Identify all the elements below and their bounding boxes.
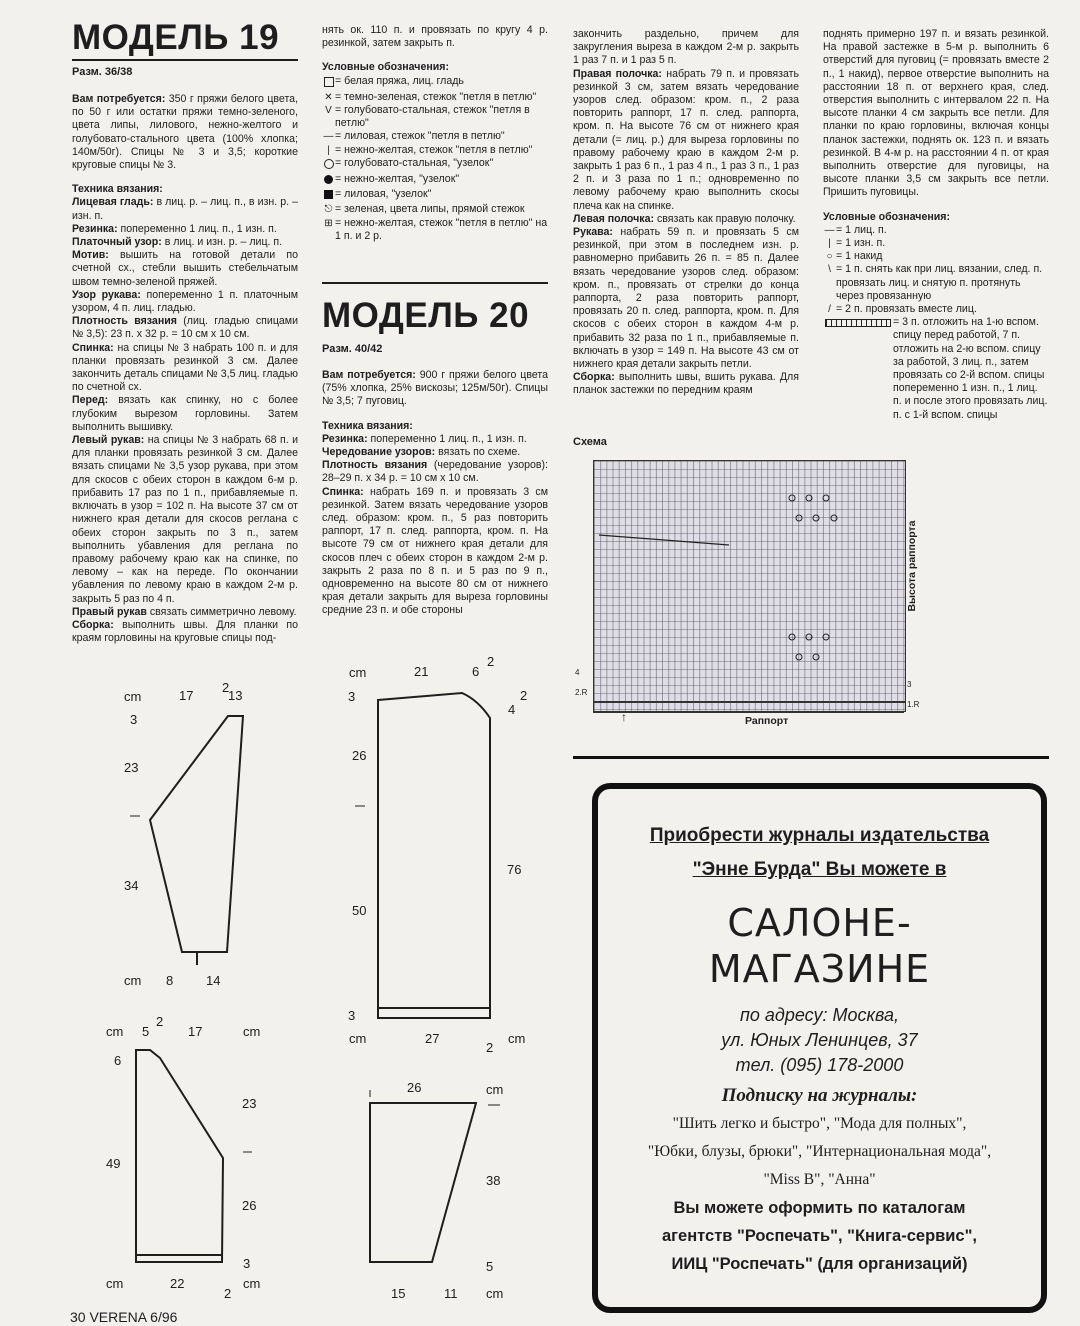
- item-label: Резинка:: [72, 222, 118, 235]
- item-label: Сборка:: [72, 618, 114, 631]
- dim-label: 17: [188, 1024, 203, 1039]
- item-text: в лиц. р. – лиц. п., в изн. р. – изн. п.: [72, 196, 298, 222]
- item-text: выполнить швы. Для планки по краям горловины на круговые спицы под-: [72, 618, 298, 645]
- item-label: Плотность вязания: [322, 459, 428, 472]
- dim-label: 2: [156, 1014, 164, 1029]
- dim-label: 2: [486, 1040, 494, 1055]
- dim-label: cm: [349, 1031, 367, 1046]
- item-text: вязать по схеме.: [438, 446, 521, 459]
- dim-label: 26: [352, 748, 367, 763]
- dim-label: 14: [206, 973, 221, 988]
- legend-row: [823, 263, 1049, 303]
- dim-label: cm: [508, 1031, 526, 1046]
- col4-intro: поднять примерно 197 п. и вязать резинкой. На правой застежке в 5-м р. выполнить 6 отверстий для пуговиц (= провязать вместе 2 п., 1 накид), первое отверстие выполнить на расстоянии 18 п. от верхнего края, след. отверстия выполнить с интервалом 22 п. На высоте планки 4 см закрыть все петли. Для планки по краю горловины, включая концы планок застежки, поднять ок. 123 п. и вязать резинкой. В 4-м р. на расстоянии 4 п. от края выполнить отверстие для пуговицы, на высоте планки 3,5 см закрыть все петли. Пришить пуговицы.: [823, 28, 1049, 199]
- item-label: Правая полочка:: [573, 67, 662, 80]
- cross-icon: ✕: [324, 91, 333, 103]
- dim-label: 13: [228, 688, 243, 703]
- body-19-outline: [136, 1050, 223, 1262]
- back-20-outline: [378, 693, 490, 1018]
- legend-row: [322, 144, 548, 157]
- legend-text: = лиловая, стежок "петля в петлю": [335, 130, 505, 143]
- legend-text: = голубовато-стальная, "узелок": [335, 156, 494, 169]
- dim-label: 17: [179, 688, 194, 703]
- white-square-icon: [322, 75, 335, 91]
- ad-big-2: МАГАЗИНЕ: [708, 947, 931, 991]
- item-text: набрать 79 п. и провязать резинкой 3 см, затем вязать чередование узоров след. образом: кром. п., 2 раза повторить раппорт, 17 п. след. раппорта, кром. п. На высоте 76 см от нижнего края детали (= лиц. р.) для выреза горловины по правому рабочему краю в каждом 2-м р. закрыть 1 раз 6 п., 1 раз 4 п., 1 раз 3 п., 1 раз 2 п. и 3 раза по 1 п.; одновременно по левому рабочему краю выполнить скосы плеча как на спинке.: [573, 67, 799, 212]
- purl-icon: |: [828, 238, 831, 250]
- ad-address-1: по адресу: Москва,: [739, 1005, 899, 1025]
- dim-label: 11: [444, 1286, 458, 1301]
- rapport-arrow-icon: ↑: [621, 710, 627, 724]
- need-text: 900 г пряжи белого цвета (75% хлопка, 25% вискозы; 125м/50г). Спицы № 3,5; 7 пуговиц.: [322, 369, 548, 408]
- row-label: 3: [907, 680, 912, 689]
- need-text: 350 г пряжи белого цвета, по 50 г или остатки пряжи темно-зеленого, цвета липы, лилового, нежно-желтого и голубовато-стального цвета (100% хлопка; 140м/50г). Спицы № 3 и 3,5; короткие круговые спицы № 3.: [72, 93, 299, 172]
- ad-magazines-3: "Miss B", "Анна": [763, 1171, 876, 1188]
- item-text: на спицы № 3 набрать 68 п. и для планки провязать резинкой 3 см. Далее вязать спицами № 3,5 узор рукава, при этом для скосов с обеих сторон в каждом 6-м р. прибавить 17 раз по 1 п., прибавляемые п. включать в узор = 102 п. На высоте 37 см от нижнего края детали для скосов реглана с обеих сторон закрыть по 3 п., затем выполнить убавления для реглана по правому рабочему краю как на спинке, по левому – как на переде. По окончании убавления по левому краю в каждом 2-м р. закрыть 5 раз по 4 п.: [72, 434, 298, 605]
- legend-text: = 1 изн. п.: [836, 237, 886, 250]
- legend-row: [823, 316, 1049, 422]
- model-19-text: [72, 93, 298, 645]
- dim-label: 76: [507, 862, 522, 877]
- ad-big-1: САЛОНЕ-: [727, 901, 912, 945]
- open-circle-icon: [322, 157, 335, 173]
- model-19-rule: [72, 59, 298, 61]
- model-20-text: [322, 369, 548, 618]
- item-text: попеременно 1 п. платочным узором, 4 п. лиц. гладью.: [72, 288, 298, 315]
- legend-title: Условные обозначения:: [322, 61, 449, 74]
- legend-row: [823, 250, 1049, 263]
- row-label: 4: [575, 668, 580, 677]
- dim-label: 5: [486, 1259, 494, 1274]
- dim-label: 49: [106, 1156, 121, 1171]
- dim-label: 2: [487, 654, 495, 669]
- item-text: (лиц. гладью спицами № 3,5): 23 п. х 32 р. = 10 см х 10 см.: [72, 315, 298, 341]
- dim-label: cm: [243, 1276, 261, 1291]
- item-label: Резинка:: [322, 432, 368, 445]
- legend-title: Условные обозначения:: [823, 210, 950, 223]
- legend-row: [322, 217, 548, 243]
- item-text: набрать 169 п. и провязать 3 см резинкой. Затем вязать чередование узоров след. образом: кром. п., 5 раз повторить раппорт, 17 п. след. раппорта, кром. п. На высоте 79 см от нижнего края детали для скосов плеч с обеих сторон в каждом 2-м р. закрыть 2 раза по 8 п. и 5 раз по 9 п., одновременно на высоте 80 см от нижнего края детали закрыть для выреза горловины средние 23 п. и обе стороны: [322, 485, 548, 617]
- col3-intro: закончить раздельно, причем для закругления выреза в каждом 2-м р. закрыть 1 раз 7 п. и 1 раз 5 п.: [573, 28, 799, 67]
- row-label: 1.R: [907, 700, 920, 709]
- legend-text: = нежно-желтая, стежок "петля в петлю": [335, 143, 533, 156]
- legend-text: = 1 накид: [836, 250, 883, 263]
- legend-row: [322, 130, 548, 143]
- legend-row: [322, 75, 548, 91]
- legend-text: = зеленая, цвета липы, прямой стежок: [335, 203, 525, 216]
- model-19-title: МОДЕЛЬ 19: [72, 18, 280, 57]
- dim-label: cm: [243, 1024, 261, 1039]
- ad-catalog-2: агентств "Роспечать", "Книга-сервис",: [661, 1227, 978, 1245]
- item-label: Лицевая гладь:: [72, 196, 154, 209]
- model-20-size: Разм. 40/42: [322, 343, 383, 355]
- rapport-label: Раппорт: [745, 715, 789, 727]
- dim-label: cm: [486, 1082, 504, 1097]
- model-19-size: Разм. 36/38: [72, 66, 133, 78]
- legend-row: [823, 224, 1049, 237]
- dim-label: cm: [349, 665, 367, 680]
- dash-icon: —: [323, 131, 334, 143]
- legend-text: = 1 п. снять как при лиц. вязании, след. п. провязать лиц. и снятую п. протянуть через провязанную: [836, 263, 1043, 302]
- chart-overlay: [594, 461, 905, 711]
- legend-row: [823, 303, 1049, 316]
- item-label: Правый рукав: [72, 605, 147, 618]
- filled-circle-icon: [322, 173, 335, 188]
- item-text: попеременно 1 лиц. п., 1 изн. п.: [370, 432, 527, 445]
- v-stitch-icon: V: [325, 105, 332, 117]
- ad-line-1: Приобрести журналы издательства: [649, 825, 990, 846]
- dim-label: 38: [486, 1173, 501, 1188]
- ad-magazines-1: "Шить легко и быстро", "Мода для полных",: [672, 1115, 967, 1132]
- item-label: Узор рукава:: [72, 288, 141, 301]
- item-label: Левая полочка:: [573, 212, 654, 225]
- dim-label: 27: [425, 1031, 440, 1046]
- dim-label: cm: [124, 689, 142, 704]
- legend-row: [322, 173, 548, 188]
- height-label: Высота раппорта: [906, 520, 918, 612]
- item-label: Перед:: [72, 394, 109, 407]
- chart-frame-line: [593, 712, 904, 713]
- legend-text: = 1 лиц. п.: [836, 223, 887, 236]
- need-label: Вам потребуется:: [322, 369, 416, 381]
- item-text: связать симметрично левому.: [149, 605, 297, 618]
- yarn-over-icon: ○: [826, 251, 833, 263]
- item-text: вышить на готовой детали по счетной сх., стебли вышить стебельчатым швом темно-зеленой пряжей.: [72, 249, 298, 288]
- legend-row: [322, 188, 548, 203]
- continued-text: нять ок. 110 п. и провязать по кругу 4 р. резинкой, затем закрыть п.: [322, 24, 548, 50]
- legend-text: = 3 п. отложить на 1-ю вспом. спицу перед работой, 7 п. отложить на 2-ю вспом. спицу за работой, 3 лиц. п., затем провязать со 2-й вспом. спицы попеременно 1 изн. п., 1 лиц. п. и после этого провязать лиц. п. с 1-й вспом. спицы: [893, 316, 1048, 421]
- dim-label: 2: [520, 688, 528, 703]
- legend-text: = 2 п. провязать вместе лиц.: [836, 303, 977, 316]
- sleeve-20-outline: [370, 1103, 476, 1262]
- ad-address-2: ул. Юных Ленинцев, 37: [721, 1030, 918, 1050]
- knit-icon: —: [824, 224, 835, 236]
- legend-text: = голубовато-стальная, стежок "петля в петлю": [335, 104, 530, 130]
- knitting-chart: [593, 460, 906, 712]
- item-label: Рукава:: [573, 226, 613, 239]
- item-text: на спицы № 3 набрать 100 п. и для планки провязать резинкой 3 см. Далее закончить деталь спицами № 3,5 лиц. гладью по счетной сх.: [72, 341, 299, 394]
- sleeve-19-outline: [150, 716, 243, 952]
- dim-label: 4: [508, 702, 516, 717]
- item-label: Сборка:: [573, 371, 615, 384]
- ad-catalog-1: Вы можете оформить по каталогам: [673, 1199, 966, 1217]
- item-label: Плотность вязания: [72, 315, 177, 328]
- straight-stitch-icon: ⎋: [324, 204, 333, 216]
- dim-label: 23: [124, 760, 139, 775]
- dim-label: 22: [170, 1276, 185, 1291]
- legend-row: [322, 91, 548, 104]
- dim-label: 21: [414, 664, 429, 679]
- dim-label: 26: [242, 1198, 257, 1213]
- legend-row: [322, 104, 548, 130]
- dim-label: 3: [243, 1256, 251, 1271]
- column-3: [573, 28, 799, 398]
- ad-line-2: "Энне Бурда" Вы можете в: [692, 859, 947, 880]
- legend-text: = лиловая, "узелок": [335, 188, 432, 201]
- knit-two-together-icon: /: [828, 304, 831, 316]
- dim-label: 3: [348, 689, 356, 704]
- grid-stitch-icon: ⊞: [324, 217, 333, 229]
- item-label: Платочный узор:: [72, 236, 162, 249]
- dim-label: 6: [114, 1053, 122, 1068]
- ad-phone: тел. (095) 178-2000: [735, 1055, 904, 1075]
- legend-text: = нежно-желтая, стежок "петля в петлю" на 1 п. и 2 р.: [335, 216, 548, 242]
- item-label: Спинка:: [322, 485, 364, 498]
- legend-text: = темно-зеленая, стежок "петля в петлю": [335, 90, 537, 103]
- dim-label: 2: [222, 680, 230, 695]
- legend-row: [823, 237, 1049, 250]
- column-2-top: [322, 24, 548, 243]
- ad-divider: [573, 756, 1049, 759]
- tech-label: Техника вязания:: [72, 183, 163, 196]
- dim-label: cm: [106, 1276, 124, 1291]
- item-text: попеременно 1 лиц. п., 1 изн. п.: [120, 222, 277, 235]
- cable-icon: [823, 316, 893, 331]
- dim-label: 23: [242, 1096, 257, 1111]
- slip-left-icon: \: [828, 264, 831, 276]
- dim-label: 34: [124, 878, 139, 893]
- dim-label: cm: [486, 1286, 504, 1301]
- column-4: [823, 28, 1049, 422]
- model-20-title: МОДЕЛЬ 20: [322, 296, 530, 335]
- legend-text: = белая пряжа, лиц. гладь: [335, 74, 464, 87]
- page-footer: 30 VERENA 6/96: [70, 1309, 178, 1325]
- need-label: Вам потребуется:: [72, 93, 166, 105]
- ad-subscription: Подписку на журналы:: [721, 1085, 918, 1106]
- dim-label: 3: [348, 1008, 356, 1023]
- item-label: Мотив:: [72, 249, 109, 262]
- legend-row: [322, 203, 548, 216]
- ad-catalog-3: ИИЦ "Роспечать" (для организаций): [671, 1255, 968, 1273]
- dim-label: 2: [224, 1286, 232, 1301]
- dim-label: 50: [352, 903, 367, 918]
- legend-row: [322, 157, 548, 173]
- row-label: 2.R: [575, 688, 588, 697]
- advert-box: [592, 783, 1047, 1313]
- item-text: в лиц. и изн. р. – лиц. п.: [164, 236, 283, 249]
- scheme-label: Схема: [573, 436, 607, 448]
- dim-label: 6: [472, 664, 480, 679]
- model-20-top-rule: [322, 282, 548, 284]
- dim-label: 15: [391, 1286, 406, 1301]
- dim-label: 5: [142, 1024, 150, 1039]
- bar-icon: |: [327, 144, 330, 156]
- item-label: Чередование узоров:: [322, 446, 436, 459]
- item-text: набрать 59 п. и провязать 5 см резинкой, при этом в последнем изн. р. равномерно прибавить 26 п. = 85 п. Далее вязать чередование узоров след. образом: кром. п., провязать от стрелки до конца раппорта, 2 раза повторить раппорт, провязать 20 п. след. раппорта, кром. п. Для скосов с обеих сторон в каждом 4-м р. прибавить 32 раза по 1 п., прибавляемые п. включать в узор = 149 п. На высоте 43 см от нижнего края детали закрыть петли.: [573, 226, 799, 371]
- dim-label: cm: [106, 1024, 124, 1039]
- item-text: связать как правую полочку.: [656, 212, 796, 225]
- item-label: Спинка:: [72, 341, 114, 354]
- ad-magazines-2: "Юбки, блузы, брюки", "Интернациональная мода",: [647, 1143, 992, 1160]
- item-text: выполнить швы, вшить рукава. Для планок застежки по передним краям: [573, 371, 799, 397]
- legend-text: = нежно-желтая, "узелок": [335, 173, 460, 186]
- filled-square-icon: [322, 188, 335, 203]
- dim-label: 3: [130, 712, 138, 727]
- dim-label: 8: [166, 973, 174, 988]
- dim-label: 26: [407, 1080, 422, 1095]
- tech-label: Техника вязания:: [322, 419, 413, 432]
- dim-label: cm: [124, 973, 142, 988]
- item-label: Левый рукав:: [72, 434, 145, 447]
- item-text: (чередование узоров): 28–29 п. х 34 р. = 10 см х 10 см.: [322, 459, 548, 485]
- item-text: вязать как спинку, но с более глубоким вырезом горловины. Затем выполнить вышивку.: [72, 394, 298, 433]
